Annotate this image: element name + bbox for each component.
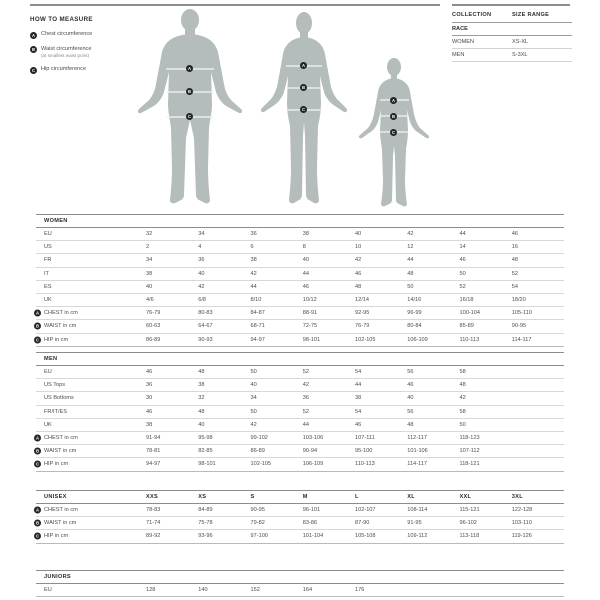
table-cell: 140	[198, 587, 208, 594]
table-cell: 46	[146, 408, 153, 415]
table-cell: 102-105	[355, 336, 376, 343]
table-cell: 50	[407, 283, 414, 290]
table-title: WOMEN	[44, 218, 68, 224]
table-cell: 107-111	[355, 435, 375, 442]
table-cell: 40	[407, 395, 414, 402]
table-cell: 176	[355, 587, 365, 594]
table-cell: 64-67	[198, 323, 213, 330]
table-cell: 52	[302, 369, 309, 376]
table-cell: 107-112	[459, 448, 480, 455]
table-cell: 48	[459, 382, 466, 389]
row-marker-a-icon: A	[35, 435, 40, 441]
table-cell: 40	[146, 283, 153, 290]
table-cell: 90-95	[250, 507, 265, 514]
table-cell: 46	[355, 270, 362, 277]
table-cell: 80-84	[407, 323, 422, 330]
row-label: IT	[44, 270, 49, 277]
table-cell: 86-89	[146, 336, 161, 343]
table-cell: 110-113	[459, 336, 480, 343]
collection-range: S-3XL	[512, 52, 528, 58]
how-to-measure-title: HOW TO MEASURE	[30, 16, 93, 23]
row-label: WAIST in cm	[44, 520, 77, 527]
row-label: US Tops	[44, 382, 66, 389]
male-marker-a-icon: A	[187, 66, 192, 71]
table-cell: 96-99	[407, 310, 422, 317]
table-cell: 50	[459, 270, 466, 277]
collection-header-size-range: SIZE RANGE	[512, 12, 550, 18]
row-label: WAIST in cm	[44, 448, 77, 455]
table-cell: 36	[250, 231, 257, 238]
table-cell: 36	[302, 395, 309, 402]
legend-item-hip	[30, 66, 140, 74]
table-cell: 84-87	[250, 310, 265, 317]
child-marker-b-icon: B	[391, 114, 396, 119]
how-to-measure-legend	[30, 16, 140, 81]
table-row	[36, 517, 564, 530]
table-cell: 97-100	[250, 533, 268, 540]
table-cell: 42	[355, 257, 362, 264]
table-row	[36, 445, 564, 458]
table-cell: 76-79	[355, 323, 370, 330]
table-cell: 10/12	[302, 297, 317, 304]
table-row	[36, 254, 564, 267]
row-label: FR	[44, 257, 52, 264]
table-cell: 8/10	[250, 297, 262, 304]
table-cell: 112-117	[407, 435, 427, 442]
row-label: UK	[44, 297, 52, 304]
legend-item-waist	[30, 46, 140, 60]
row-label: ES	[44, 283, 52, 290]
top-divider-right	[452, 4, 570, 6]
table-cell: 52	[302, 408, 309, 415]
table-cell: 4/6	[146, 297, 154, 304]
row-label: US	[44, 244, 52, 251]
collection-range	[512, 26, 572, 32]
table-header-row	[36, 490, 564, 504]
table-cell: 4	[198, 244, 202, 251]
row-label: CHEST in cm	[44, 435, 78, 442]
table-cell: 95-100	[355, 448, 373, 455]
table-cell: 92-95	[355, 310, 370, 317]
table-cell: 98-101	[198, 461, 216, 468]
table-cell: 91-94	[146, 435, 161, 442]
table-cell: 36	[146, 382, 153, 389]
table-cell: 58	[459, 408, 466, 415]
table-title: JUNIORS	[44, 574, 71, 580]
table-row	[36, 228, 564, 241]
table-row	[36, 281, 564, 294]
table-cell: 40	[355, 231, 362, 238]
table-cell: 85-89	[459, 323, 474, 330]
row-marker-b-icon: B	[35, 323, 40, 329]
table-column-header: XXS	[146, 494, 159, 500]
row-label: WAIST in cm	[44, 323, 77, 330]
table-cell: 42	[250, 270, 257, 277]
table-cell: 68-71	[250, 323, 265, 330]
table-cell: 114-117	[511, 336, 532, 343]
table-row	[36, 458, 564, 471]
table-cell: 118-121	[459, 461, 480, 468]
table-cell: 83-86	[302, 520, 318, 527]
table-cell: 42	[459, 395, 466, 402]
table-cell: 44	[302, 270, 309, 277]
table-cell: 2	[146, 244, 150, 251]
row-label: FR/IT/ES	[44, 408, 67, 415]
female-marker-a-icon: A	[301, 63, 306, 68]
table-cell: 100-104	[459, 310, 481, 317]
table-cell: 101-106	[407, 448, 428, 455]
table-cell: 48	[198, 369, 205, 376]
table-cell: 80-83	[198, 310, 213, 317]
table-column-header: XL	[407, 494, 415, 500]
child-marker-a-icon: A	[391, 98, 396, 103]
table-cell: 56	[407, 369, 414, 376]
row-marker-c-icon: C	[35, 461, 40, 467]
collection-row-race	[452, 23, 572, 36]
table-cell: 103-106	[302, 435, 324, 442]
table-cell: 12/14	[355, 297, 369, 304]
table-row	[36, 366, 564, 379]
legend-label-waist-main: Waist circumference	[41, 45, 92, 52]
table-cell: 90-93	[198, 336, 213, 343]
table-column-header: M	[302, 494, 308, 500]
legend-label-hip: Hip circumference	[41, 66, 87, 72]
table-cell: 109-112	[407, 533, 428, 540]
table-cell: 71-74	[146, 520, 161, 527]
table-cell: 115-121	[459, 507, 480, 514]
table-column-header: XXL	[459, 494, 472, 500]
table-cell: 106-109	[302, 461, 324, 468]
row-marker-c-icon: C	[35, 533, 40, 539]
table-row	[36, 334, 564, 347]
female-marker-c-icon: C	[301, 107, 306, 112]
row-marker-c-icon: C	[35, 337, 40, 343]
table-cell: 38	[146, 270, 153, 277]
table-cell: 48	[407, 270, 414, 277]
marker-c-icon: C	[31, 67, 36, 73]
table-cell: 32	[146, 231, 153, 238]
women-size-table	[36, 214, 564, 347]
table-cell: 106-109	[407, 336, 428, 343]
table-cell: 78-83	[146, 507, 161, 514]
table-cell: 95-98	[198, 435, 213, 442]
table-cell: 89-92	[146, 533, 161, 540]
table-cell: 86-89	[250, 448, 265, 455]
female-marker-b-icon: B	[301, 85, 306, 90]
table-cell: 108-114	[407, 507, 428, 514]
table-cell: 48	[355, 283, 362, 290]
table-cell: 44	[459, 231, 466, 238]
table-cell: 58	[459, 369, 466, 376]
table-cell: 87-90	[355, 520, 370, 527]
male-marker-c-icon: C	[187, 114, 192, 119]
table-row	[36, 268, 564, 281]
female-body-silhouette	[258, 10, 350, 208]
table-row	[36, 406, 564, 419]
table-column-header: 3XL	[511, 494, 523, 500]
table-cell: 48	[511, 257, 518, 264]
table-column-header: L	[355, 494, 359, 500]
table-cell: 52	[459, 283, 466, 290]
table-cell: 76-79	[146, 310, 161, 317]
table-title: UNISEX	[44, 494, 67, 500]
table-cell: 90-95	[511, 323, 527, 330]
row-label: HIP in cm	[44, 461, 69, 468]
table-cell: 79-82	[250, 520, 265, 527]
table-cell: 50	[459, 421, 466, 428]
male-marker-b-icon: B	[187, 89, 192, 94]
table-cell: 50	[250, 408, 257, 415]
table-row	[36, 379, 564, 392]
legend-label-waist-note: (at smallest waist point)	[41, 53, 89, 58]
table-column-header: S	[250, 494, 255, 500]
table-cell: 42	[302, 382, 309, 389]
unisex-size-table	[36, 490, 564, 544]
table-cell: 46	[511, 231, 518, 238]
table-cell: 38	[250, 257, 257, 264]
table-cell: 78-81	[146, 448, 161, 455]
table-cell: 46	[407, 382, 414, 389]
table-cell: 99-102	[250, 435, 268, 442]
table-cell: 10	[355, 244, 362, 251]
table-cell: 38	[146, 421, 153, 428]
table-cell: 103-110	[511, 520, 532, 527]
table-cell: 105-108	[355, 533, 376, 540]
child-marker-c-icon: C	[391, 130, 396, 135]
row-label: UK	[44, 421, 52, 428]
collection-name: WOMEN	[452, 39, 475, 45]
table-cell: 91-95	[407, 520, 422, 527]
table-cell: 40	[198, 270, 205, 277]
table-cell: 94-97	[250, 336, 265, 343]
table-cell: 110-113	[355, 461, 375, 468]
table-cell: 44	[407, 257, 414, 264]
collection-range: XS-XL	[512, 39, 529, 45]
table-cell: 38	[198, 382, 205, 389]
table-header-row	[36, 214, 564, 228]
table-cell: 105-110	[511, 310, 532, 317]
table-cell: 114-117	[407, 461, 427, 468]
table-cell: 119-126	[511, 533, 532, 540]
table-row	[36, 584, 564, 597]
table-cell: 102-105	[250, 461, 272, 468]
table-cell: 54	[511, 283, 518, 290]
table-row	[36, 320, 564, 333]
table-cell: 56	[407, 408, 414, 415]
table-cell: 44	[302, 421, 309, 428]
row-marker-a-icon: A	[35, 310, 40, 316]
table-cell: 34	[250, 395, 257, 402]
table-header-row	[36, 570, 564, 584]
table-cell: 8	[302, 244, 306, 251]
table-cell: 101-104	[302, 533, 324, 540]
table-cell: 40	[198, 421, 205, 428]
collection-header-collection: COLLECTION	[452, 12, 492, 18]
row-marker-b-icon: B	[35, 520, 40, 526]
table-cell: 54	[355, 369, 362, 376]
male-body-silhouette	[136, 8, 244, 208]
legend-item-chest	[30, 31, 140, 39]
table-cell: 98-101	[302, 336, 321, 343]
table-cell: 44	[355, 382, 362, 389]
table-cell: 18/20	[511, 297, 526, 304]
table-row	[36, 432, 564, 445]
table-cell: 46	[459, 257, 466, 264]
table-cell: 40	[250, 382, 257, 389]
juniors-size-table	[36, 570, 564, 597]
legend-label-chest: Chest circumference	[41, 31, 93, 37]
collection-row-women	[452, 36, 572, 49]
table-cell: 42	[198, 283, 205, 290]
body-figures	[128, 8, 448, 208]
table-cell: 16	[511, 244, 518, 251]
table-cell: 48	[407, 421, 414, 428]
table-cell: 42	[250, 421, 257, 428]
table-row	[36, 392, 564, 405]
table-cell: 46	[302, 283, 309, 290]
row-label: CHEST in cm	[44, 310, 78, 317]
table-cell: 60-63	[146, 323, 161, 330]
table-header-row	[36, 352, 564, 366]
table-cell: 96-102	[459, 520, 477, 527]
table-cell: 113-118	[459, 533, 480, 540]
table-cell: 16/18	[459, 297, 474, 304]
collection-size-range-table	[452, 12, 572, 62]
collection-table-header	[452, 12, 572, 23]
table-cell: 44	[250, 283, 257, 290]
collection-row-men	[452, 49, 572, 62]
table-cell: 94-97	[146, 461, 161, 468]
table-cell: 46	[146, 369, 153, 376]
table-cell: 14/16	[407, 297, 422, 304]
table-cell: 75-78	[198, 520, 213, 527]
table-cell: 118-123	[459, 435, 480, 442]
child-body-silhouette	[356, 56, 432, 208]
table-cell: 164	[302, 587, 313, 594]
table-row	[36, 294, 564, 307]
row-label: US Bottoms	[44, 395, 74, 402]
row-label: EU	[44, 231, 52, 238]
table-cell: 30	[146, 395, 153, 402]
table-cell: 96-101	[302, 507, 321, 514]
table-cell: 102-107	[355, 507, 376, 514]
table-cell: 128	[146, 587, 156, 594]
row-label: HIP in cm	[44, 336, 69, 343]
table-cell: 50	[250, 369, 257, 376]
table-cell: 12	[407, 244, 414, 251]
collection-name: RACE	[452, 26, 468, 32]
table-cell: 52	[511, 270, 518, 277]
row-label: HIP in cm	[44, 533, 69, 540]
top-divider-left	[30, 4, 440, 6]
table-cell: 34	[198, 231, 205, 238]
table-cell: 32	[198, 395, 205, 402]
row-label: EU	[44, 369, 52, 376]
table-cell: 88-91	[302, 310, 318, 317]
table-row	[36, 530, 564, 543]
row-marker-a-icon: A	[35, 507, 40, 513]
collection-name: MEN	[452, 52, 465, 58]
table-cell: 122-128	[511, 507, 533, 514]
table-cell: 38	[355, 395, 362, 402]
marker-b-icon: B	[31, 47, 36, 52]
row-label: CHEST in cm	[44, 507, 78, 514]
table-row	[36, 504, 564, 517]
marker-a-icon: A	[31, 32, 36, 38]
legend-label-waist	[41, 46, 91, 60]
table-cell: 14	[459, 244, 466, 251]
table-cell: 6	[250, 244, 254, 251]
table-cell: 34	[146, 257, 153, 264]
table-cell: 38	[302, 231, 309, 238]
table-row	[36, 241, 564, 254]
row-label: EU	[44, 587, 52, 594]
table-cell: 82-85	[198, 448, 213, 455]
table-row	[36, 307, 564, 320]
table-column-header: XS	[198, 494, 207, 500]
table-cell: 54	[355, 408, 362, 415]
row-marker-b-icon: B	[35, 448, 40, 454]
table-cell: 84-89	[198, 507, 213, 514]
table-title: MEN	[44, 356, 58, 362]
table-row	[36, 419, 564, 432]
table-cell: 93-96	[198, 533, 213, 540]
table-cell: 36	[198, 257, 205, 264]
men-size-table	[36, 352, 564, 472]
table-cell: 40	[302, 257, 309, 264]
table-cell: 152	[250, 587, 260, 594]
table-cell: 72-75	[302, 323, 318, 330]
table-cell: 42	[407, 231, 414, 238]
table-cell: 46	[355, 421, 362, 428]
table-cell: 6/8	[198, 297, 207, 304]
table-cell: 48	[198, 408, 205, 415]
table-cell: 90-94	[302, 448, 318, 455]
